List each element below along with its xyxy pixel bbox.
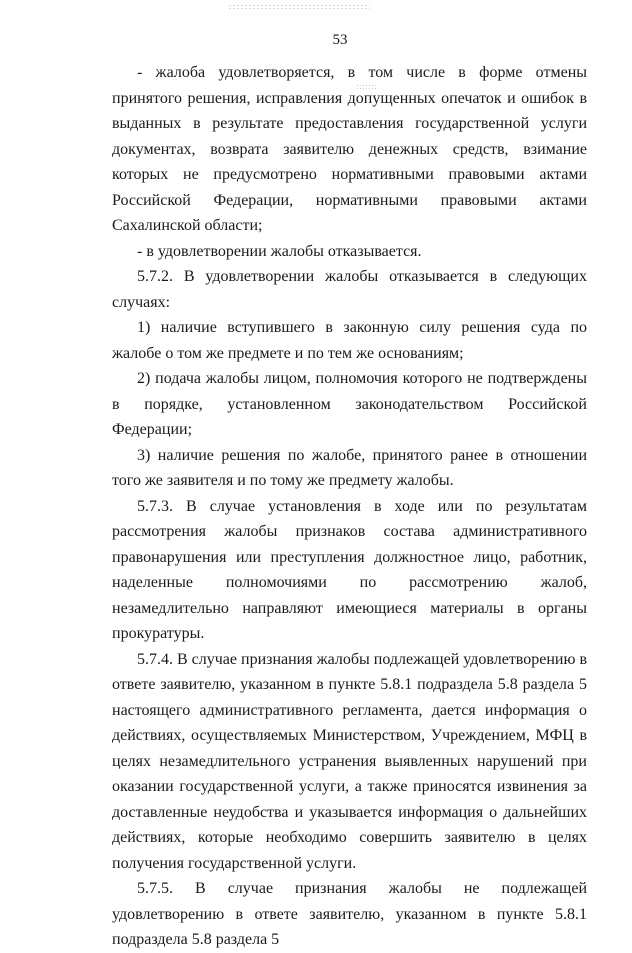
paragraph: 5.7.4. В случае признания жалобы подлежащей удовлетворению в ответе заявителю, указанном в пункте 5.8.1 подраздела 5.8 раздела 5 настоящего административного регламента, дается информация о действиях, осуществляемых Министерством, Учреждением, МФЦ в целях незамедлительного устранения выявленных нарушений при оказании государственной услуги, а также приносятся извинения за доставленные неудобства и указывается информация о дальнейших действиях, которые необходимо совершить заявителю в целях получения государственной услуги. [112,650,587,872]
paragraph: 5.7.2. В удовлетворении жалобы отказывается в следующих случаях: [112,268,587,311]
paragraph: - в удовлетворении жалобы отказывается. [137,242,422,260]
scan-artifact [228,4,370,10]
paragraph: 5.7.3. В случае установления в ходе или по результатам рассмотрения жалобы признаков состава административного правонарушения или преступления должностное лицо, работник, наделенные полномочиями по рассмотрению жалоб, незамедлительно направляют имеющиеся материалы в органы прокуратуры. [112,497,587,642]
paragraph: 3) наличие решения по жалобе, принятого ранее в отношении того же заявителя и по тому же предмету жалобы. [112,446,587,489]
paragraph: - жалоба удовлетворяется, в том числе в форме отмены принятого решения, исправления допущенных опечаток и ошибок в выданных в результате предоставления государственной услуги документах, возврата заявителю денежных средств, взимание которых не предусмотрено нормативными правовыми актами Российской Федерации, нормативными правовыми актами Сахалинской области; [112,64,587,234]
paragraph: 5.7.5. В случае признания жалобы не подлежащей удовлетворению в ответе заявителю, указанном в пункте 5.8.1 подраздела 5.8 раздела 5 [112,880,587,948]
paragraph: 2) подача жалобы лицом, полномочия которого не подтверждены в порядке, установленном законодательством Российской Федерации; [112,370,587,438]
body-text [112,60,587,953]
page-number: 53 [332,32,348,48]
paragraph: 1) наличие вступившего в законную силу решения суда по жалобе о том же предмете и по тем же основаниям; [112,319,587,362]
